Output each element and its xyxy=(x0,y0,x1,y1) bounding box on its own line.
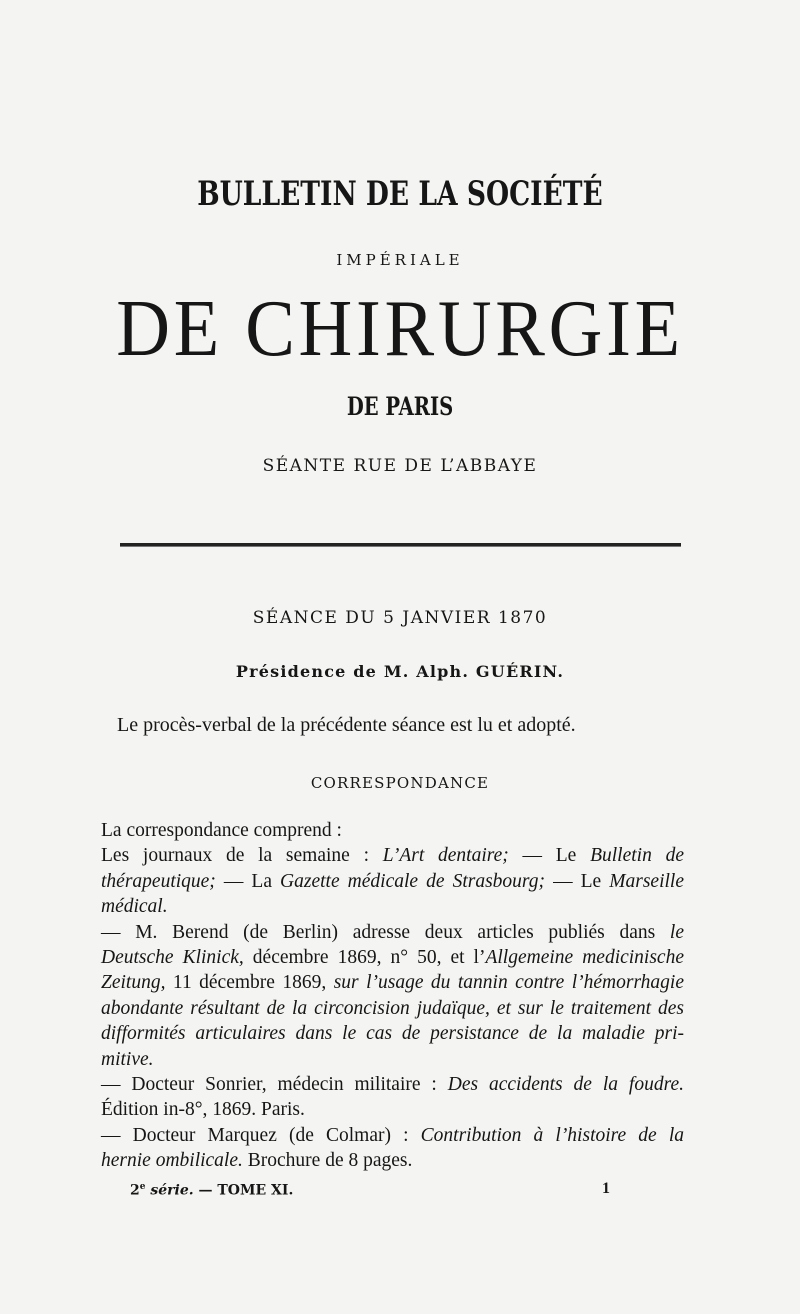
sonrier-line-2: Édition in-8°, 1869. Paris. xyxy=(101,1099,305,1121)
title-imperiale: IMPÉRIALE xyxy=(336,251,464,269)
bulletin-title: BULLETIN DE LA SOCIÉTÉ xyxy=(197,174,603,214)
journals-line-1: Les journaux de la semaine : L’Art dentaire; — Le Bulletin de xyxy=(101,845,684,867)
session-date: SÉANCE DU 5 JANVIER 1870 xyxy=(252,608,548,628)
berend-line-3: Zeitung, 11 décembre 1869, sur l’usage du tannin contre l’hémorrhagie xyxy=(101,972,684,994)
horizontal-rule xyxy=(120,543,681,547)
journals-line-2: thérapeutique; — La Gazette médicale de Strasbourg; — Le Marseille xyxy=(101,870,684,892)
footer-series-volume: 2e série. — TOME XI. xyxy=(130,1182,294,1199)
session-presidence: Présidence de M. Alph. GUÉRIN. xyxy=(235,662,565,681)
minutes-adopted: Le procès-verbal de la précédente séance est lu et adopté. xyxy=(117,714,576,736)
page-number: 1 xyxy=(602,1180,610,1197)
berend-line-6: mitive. xyxy=(101,1048,154,1070)
berend-line-4: abondante résultant de la circoncision judaïque, et sur le traitement des xyxy=(101,997,684,1019)
marquez-line-2: hernie ombilicale. Brochure de 8 pages. xyxy=(101,1150,413,1172)
berend-line-5: difformités articulaires dans le cas de persistance de la maladie pri- xyxy=(101,1023,684,1045)
journals-line-3: médical. xyxy=(101,896,168,918)
subtitle-address: SÉANTE RUE DE L’ABBAYE xyxy=(262,456,538,476)
correspondance-intro: La correspondance comprend : xyxy=(101,820,342,841)
berend-line-2: Deutsche Klinick, décembre 1869, n° 50, et l’Allgemeine medicinische xyxy=(101,947,684,969)
title-chirurgie: DE CHIRURGIE xyxy=(116,285,684,373)
title-de-paris: DE PARIS xyxy=(346,392,454,421)
correspondance-body xyxy=(101,818,684,1174)
berend-line-1: — M. Berend (de Berlin) adresse deux articles publiés dans le xyxy=(101,921,684,943)
marquez-line-1: — Docteur Marquez (de Colmar) : Contribution à l’histoire de la xyxy=(101,1124,684,1146)
correspondance-heading: CORRESPONDANCE xyxy=(310,774,490,792)
sonrier-line-1: — Docteur Sonrier, médecin militaire : Des accidents de la foudre. xyxy=(101,1074,684,1096)
